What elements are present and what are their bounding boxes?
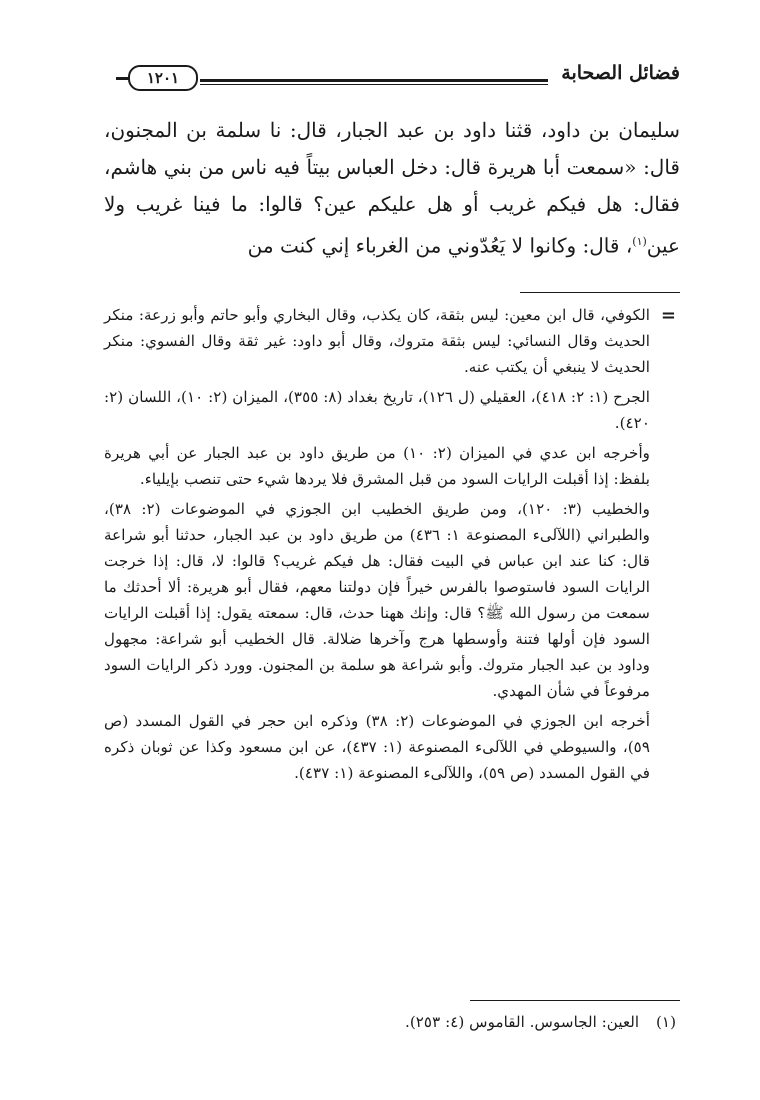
header-rule	[200, 79, 548, 85]
footnote-marker: (١)	[632, 235, 647, 248]
continuation-mark: =	[660, 305, 676, 326]
footnote	[116, 1010, 676, 1034]
footnote-separator	[470, 1000, 680, 1001]
page-number: ١٢٠١	[128, 65, 198, 91]
note-paragraph: وأخرجه ابن عدي في الميزان (٢: ١٠) من طريق داود بن عبد الجبار عن أبي هريرة بلفظ: إذا أقبلت الرايات السود من قبل المشرق فلا يردها شيء حتى تنصب بإيلياء.	[104, 444, 651, 488]
note-paragraph: الجرح (١: ٢: ٤١٨)، العقيلي (ل ١٢٦)، تاريخ بغداد (٨: ٣٥٥)، الميزان (٢: ١٠)، اللسان (٢: ٤٢٠).	[104, 388, 651, 432]
notes-section	[104, 302, 650, 790]
main-paragraph	[104, 112, 680, 265]
main-text	[104, 112, 680, 265]
main-text-end: ، قال: وكانوا لا يَعُدّوني من الغرباء إني كنت من	[247, 233, 633, 258]
note-paragraph: والخطيب (٣: ١٢٠)، ومن طريق الخطيب ابن الجوزي في الموضوعات (٢: ٣٨)، والطبراني (اللآلىء المصنوعة ١: ٤٣٦) من طريق داود بن عبد الجبار، حدثنا أبو شراعة قال: كنا عند ابن عباس في البيت فقال: هل فيكم غريب؟ قالوا: لا، قال: إذا خرجت الرايات السود فاستوصوا بالفرس خيراً فإن دولتنا معهم، فقال أبو هريرة: ألا أحدثك ما سمعت من رسول الله ﷺ؟ قال: وإنك ههنا حدث، قال: سمعته يقول: إذا أقبلت الرايات السود فإن أولها فتنة وأوسطها هرج وآخرها ضلالة. قال الخطيب أبو شراعة: مجهول وداود بن عبد الجبار متروك. وأبو شراعة هو سلمة بن المجنون. وورد ذكر الرايات السود مرفوعاً في شأن المهدي.	[104, 500, 651, 700]
footnote-text: العين: الجاسوس. القاموس (٤: ٢٥٣).	[405, 1013, 640, 1031]
note-paragraph: الكوفي، قال ابن معين: ليس بثقة، كان يكذب، وقال البخاري وأبو حاتم وأبو زرعة: منكر الحديث وقال النسائي: ليس بثقة متروك، وقال أبو داود: غير ثقة وقال الفسوي: منكر الحديث لا ينبغي أن يكتب عنه.	[104, 306, 650, 376]
footnote-number: (١)	[655, 1013, 676, 1031]
main-text-body: سليمان بن داود، قثنا داود بن عبد الجبار، قال: نا سلمة بن المجنون، قال: «سمعت أبا هريرة قال: دخل العباس بيتاً فيه ناس من بني هاشم، فقال: هل فيكم غريب أو هل عليكم عين؟ قالوا: ما فينا غريب ولا عين	[104, 118, 680, 258]
page-header	[120, 62, 680, 92]
note-paragraph: أخرجه ابن الجوزي في الموضوعات (٢: ٣٨) وذكره ابن حجر في القول المسدد (ص ٥٩)، والسيوطي في اللآلىء المصنوعة (١: ٤٣٧)، عن ابن مسعود وكذا عن ثوبان ذكره في القول المسدد (ص ٥٩)، واللآلىء المصنوعة (١: ٤٣٧).	[104, 712, 650, 782]
notes-separator	[520, 292, 680, 293]
running-title: فضائل الصحابة	[561, 62, 680, 84]
